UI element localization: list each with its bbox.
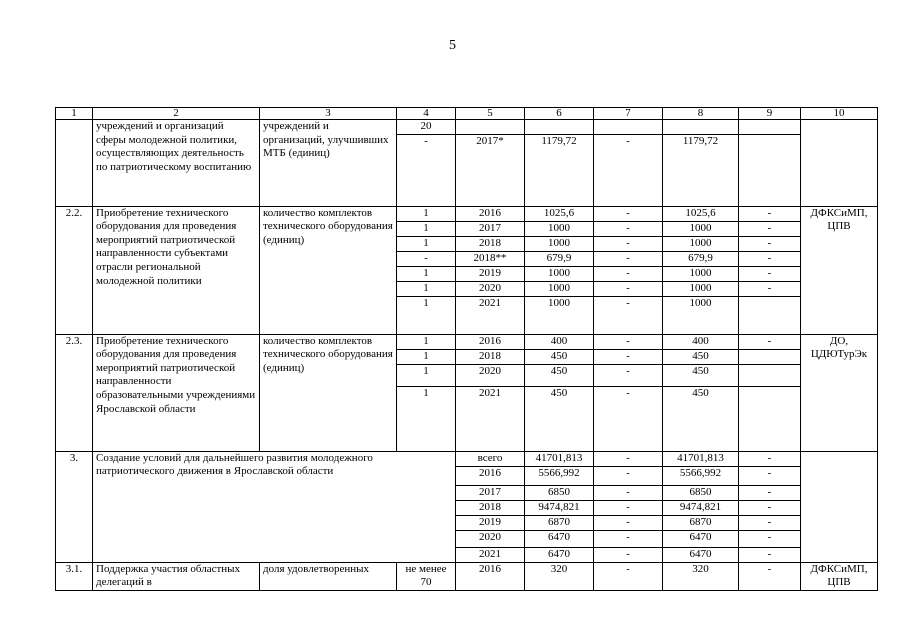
col-number-cell: 6 (525, 108, 594, 120)
item-number-cell: 3.1. (56, 562, 93, 590)
year-cell: 2019 (456, 266, 525, 281)
regional-funds-cell: 5566,992 (663, 466, 739, 485)
indicator-cell: количество комплектов технического оборудования (единиц) (260, 206, 397, 334)
year-cell: 2017 (456, 485, 525, 500)
federal-funds-cell: - (594, 221, 663, 236)
regional-funds-cell: 450 (663, 349, 739, 364)
total-funds-cell: 1179,72 (525, 134, 594, 206)
total-funds-cell: 1000 (525, 266, 594, 281)
other-funds-cell: - (739, 206, 801, 221)
other-funds-cell: - (739, 236, 801, 251)
executor-cell: ДФКСиМП, ЦПВ (801, 562, 878, 590)
total-funds-cell: 400 (525, 334, 594, 349)
total-funds-cell (525, 120, 594, 135)
other-funds-cell: - (739, 281, 801, 296)
total-funds-cell: 6870 (525, 515, 594, 530)
total-funds-cell: 1000 (525, 296, 594, 334)
table-row (56, 206, 878, 221)
other-funds-cell (739, 296, 801, 334)
col-number-cell: 3 (260, 108, 397, 120)
federal-funds-cell: - (594, 281, 663, 296)
year-cell: 2019 (456, 515, 525, 530)
regional-funds-cell (663, 120, 739, 135)
federal-funds-cell: - (594, 466, 663, 485)
other-funds-cell: - (739, 334, 801, 349)
item-name-cell: Приобретение технического оборудования для проведения мероприятий патриотической направленности субъектами отрасли региональной молодежной политики (93, 206, 260, 334)
year-cell: 2021 (456, 386, 525, 451)
federal-funds-cell: - (594, 451, 663, 466)
target-value-cell: 1 (397, 221, 456, 236)
federal-funds-cell: - (594, 485, 663, 500)
year-cell: 2018 (456, 500, 525, 515)
total-funds-cell: 6470 (525, 530, 594, 547)
indicator-cell: количество комплектов технического оборудования (единиц) (260, 334, 397, 451)
other-funds-cell: - (739, 500, 801, 515)
year-cell: 2018 (456, 236, 525, 251)
other-funds-cell: - (739, 485, 801, 500)
item-name-cell: Приобретение технического оборудования для проведения мероприятий патриотической направленности образовательными учреждениями Ярославской области (93, 334, 260, 451)
table-row (56, 451, 878, 466)
federal-funds-cell: - (594, 206, 663, 221)
total-funds-cell: 450 (525, 349, 594, 364)
federal-funds-cell: - (594, 349, 663, 364)
other-funds-cell: - (739, 515, 801, 530)
federal-funds-cell: - (594, 530, 663, 547)
regional-funds-cell: 6470 (663, 530, 739, 547)
regional-funds-cell: 6470 (663, 547, 739, 562)
regional-funds-cell: 1000 (663, 296, 739, 334)
federal-funds-cell: - (594, 134, 663, 206)
col-number-cell: 1 (56, 108, 93, 120)
regional-funds-cell: 6850 (663, 485, 739, 500)
other-funds-cell: - (739, 451, 801, 466)
regional-funds-cell: 9474,821 (663, 500, 739, 515)
federal-funds-cell: - (594, 334, 663, 349)
regional-funds-cell: 400 (663, 334, 739, 349)
total-funds-cell: 9474,821 (525, 500, 594, 515)
col-number-cell: 10 (801, 108, 878, 120)
table-row (56, 120, 878, 135)
item-number-cell: 2.2. (56, 206, 93, 334)
other-funds-cell: - (739, 266, 801, 281)
executor-cell: ДО, ЦДЮТурЭк (801, 334, 878, 451)
total-funds-cell: 41701,813 (525, 451, 594, 466)
target-value-cell: 1 (397, 364, 456, 386)
federal-funds-cell: - (594, 236, 663, 251)
regional-funds-cell: 1179,72 (663, 134, 739, 206)
target-value-cell: 1 (397, 349, 456, 364)
federal-funds-cell: - (594, 364, 663, 386)
year-cell (456, 120, 525, 135)
executor-cell: ДФКСиМП, ЦПВ (801, 206, 878, 334)
regional-funds-cell: 1000 (663, 221, 739, 236)
executor-cell (801, 120, 878, 207)
total-funds-cell: 679,9 (525, 251, 594, 266)
other-funds-cell: - (739, 547, 801, 562)
indicator-cell: учреждений и организаций, улучшивших МТБ (единиц) (260, 120, 397, 207)
year-cell: 2017* (456, 134, 525, 206)
total-funds-cell: 1000 (525, 221, 594, 236)
table-body (56, 108, 878, 591)
total-funds-cell: 5566,992 (525, 466, 594, 485)
other-funds-cell: - (739, 466, 801, 485)
target-value-cell: - (397, 251, 456, 266)
total-funds-cell: 6470 (525, 547, 594, 562)
year-cell: 2020 (456, 281, 525, 296)
target-value-cell: не менее 70 (397, 562, 456, 590)
federal-funds-cell (594, 120, 663, 135)
year-cell: всего (456, 451, 525, 466)
col-number-cell: 5 (456, 108, 525, 120)
item-number-cell: 3. (56, 451, 93, 562)
column-number-row (56, 108, 878, 120)
target-value-cell: 1 (397, 281, 456, 296)
program-table (55, 107, 878, 591)
other-funds-cell (739, 120, 801, 135)
regional-funds-cell: 6870 (663, 515, 739, 530)
federal-funds-cell: - (594, 296, 663, 334)
item-name-cell: учреждений и организаций сферы молодежной политики, осуществляющих деятельность по патриотическому воспитанию (93, 120, 260, 207)
other-funds-cell (739, 349, 801, 364)
year-cell: 2020 (456, 364, 525, 386)
other-funds-cell (739, 386, 801, 451)
col-number-cell: 7 (594, 108, 663, 120)
year-cell: 2021 (456, 296, 525, 334)
federal-funds-cell: - (594, 515, 663, 530)
federal-funds-cell: - (594, 266, 663, 281)
regional-funds-cell: 1000 (663, 281, 739, 296)
regional-funds-cell: 450 (663, 386, 739, 451)
other-funds-cell: - (739, 251, 801, 266)
target-value-cell: 20 (397, 120, 456, 135)
other-funds-cell: - (739, 221, 801, 236)
item-name-cell: Создание условий для дальнейшего развития молодежного патриотического движения в Ярославской области (93, 451, 456, 562)
regional-funds-cell: 1025,6 (663, 206, 739, 221)
year-cell: 2016 (456, 466, 525, 485)
other-funds-cell (739, 134, 801, 206)
total-funds-cell: 1025,6 (525, 206, 594, 221)
year-cell: 2018** (456, 251, 525, 266)
col-number-cell: 4 (397, 108, 456, 120)
regional-funds-cell: 450 (663, 364, 739, 386)
regional-funds-cell: 41701,813 (663, 451, 739, 466)
year-cell: 2018 (456, 349, 525, 364)
total-funds-cell: 1000 (525, 236, 594, 251)
target-value-cell: - (397, 134, 456, 206)
regional-funds-cell: 1000 (663, 266, 739, 281)
col-number-cell: 8 (663, 108, 739, 120)
total-funds-cell: 320 (525, 562, 594, 590)
federal-funds-cell: - (594, 547, 663, 562)
year-cell: 2021 (456, 547, 525, 562)
year-cell: 2016 (456, 334, 525, 349)
regional-funds-cell: 320 (663, 562, 739, 590)
item-number-cell: 2.3. (56, 334, 93, 451)
executor-cell (801, 451, 878, 562)
col-number-cell: 2 (93, 108, 260, 120)
other-funds-cell: - (739, 562, 801, 590)
table-row (56, 334, 878, 349)
item-number-cell (56, 120, 93, 207)
total-funds-cell: 450 (525, 386, 594, 451)
col-number-cell: 9 (739, 108, 801, 120)
year-cell: 2020 (456, 530, 525, 547)
target-value-cell: 1 (397, 334, 456, 349)
federal-funds-cell: - (594, 251, 663, 266)
target-value-cell: 1 (397, 206, 456, 221)
target-value-cell: 1 (397, 236, 456, 251)
item-name-cell: Поддержка участия областных делегаций в (93, 562, 260, 590)
target-value-cell: 1 (397, 266, 456, 281)
year-cell: 2016 (456, 206, 525, 221)
federal-funds-cell: - (594, 562, 663, 590)
target-value-cell: 1 (397, 296, 456, 334)
total-funds-cell: 6850 (525, 485, 594, 500)
year-cell: 2017 (456, 221, 525, 236)
federal-funds-cell: - (594, 500, 663, 515)
year-cell: 2016 (456, 562, 525, 590)
regional-funds-cell: 1000 (663, 236, 739, 251)
indicator-cell: доля удовлетворенных (260, 562, 397, 590)
page-number: 5 (449, 38, 456, 53)
other-funds-cell (739, 364, 801, 386)
regional-funds-cell: 679,9 (663, 251, 739, 266)
federal-funds-cell: - (594, 386, 663, 451)
total-funds-cell: 1000 (525, 281, 594, 296)
other-funds-cell: - (739, 530, 801, 547)
target-value-cell: 1 (397, 386, 456, 451)
total-funds-cell: 450 (525, 364, 594, 386)
table-row (56, 562, 878, 590)
